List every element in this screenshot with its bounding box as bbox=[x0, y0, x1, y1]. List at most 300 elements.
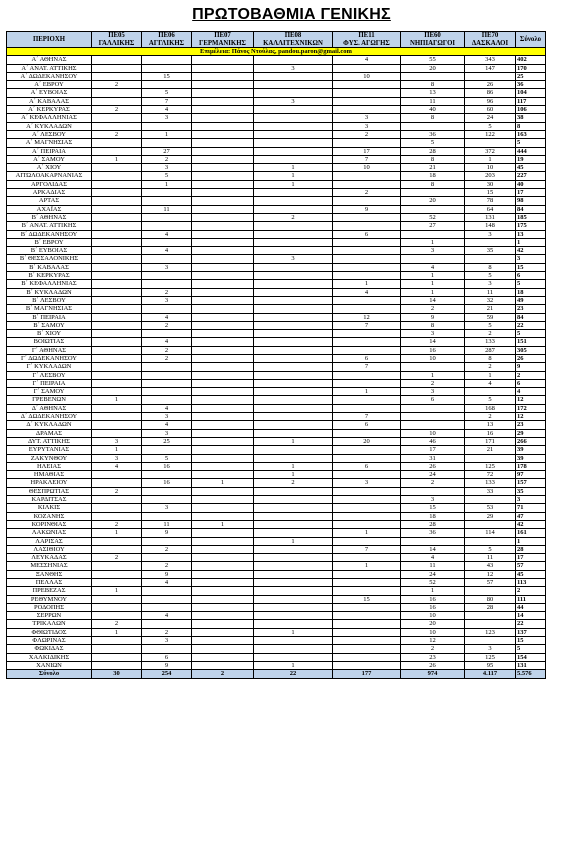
area-name-cell: ΔΡΑΜΑΣ bbox=[7, 429, 92, 437]
value-cell: 2 bbox=[142, 628, 192, 636]
value-cell: 3 bbox=[142, 296, 192, 304]
row-total-cell: 98 bbox=[516, 197, 546, 205]
value-cell bbox=[333, 520, 401, 528]
value-cell bbox=[254, 371, 333, 379]
row-total-cell: 175 bbox=[516, 222, 546, 230]
value-cell bbox=[254, 446, 333, 454]
value-cell bbox=[333, 263, 401, 271]
table-row bbox=[7, 628, 546, 636]
row-total-cell: 131 bbox=[516, 661, 546, 669]
area-name-cell: ΑΙΤΩΛΟΑΚΑΡΝΑΝΙΑΣ bbox=[7, 172, 92, 180]
value-cell bbox=[142, 379, 192, 387]
value-cell: 14 bbox=[401, 338, 465, 346]
value-cell: 4 bbox=[142, 247, 192, 255]
value-cell bbox=[192, 263, 254, 271]
value-cell bbox=[333, 255, 401, 263]
table-row bbox=[7, 487, 546, 495]
value-cell bbox=[192, 579, 254, 587]
value-cell: 17 bbox=[333, 147, 401, 155]
value-cell: 4 bbox=[142, 404, 192, 412]
totals-label: Σύνολο bbox=[7, 670, 92, 678]
table-row bbox=[7, 421, 546, 429]
area-name-cell: Α΄ ΚΥΚΛΑΔΩΝ bbox=[7, 122, 92, 130]
value-cell: 28 bbox=[401, 520, 465, 528]
row-total-cell: 25 bbox=[516, 72, 546, 80]
table-row bbox=[7, 164, 546, 172]
value-cell: 1 bbox=[192, 520, 254, 528]
value-cell: 2 bbox=[92, 520, 142, 528]
row-total-cell: 42 bbox=[516, 247, 546, 255]
value-cell bbox=[192, 272, 254, 280]
value-cell bbox=[254, 346, 333, 354]
value-cell: 9 bbox=[142, 570, 192, 578]
value-cell: 3 bbox=[92, 437, 142, 445]
value-cell: 20 bbox=[333, 437, 401, 445]
value-cell bbox=[192, 612, 254, 620]
table-row bbox=[7, 603, 546, 611]
row-total-cell: 26 bbox=[516, 354, 546, 362]
value-cell bbox=[192, 247, 254, 255]
value-cell: 2 bbox=[465, 363, 516, 371]
value-cell: 9 bbox=[333, 205, 401, 213]
value-cell: 2 bbox=[92, 130, 142, 138]
column-header-pe05: ΠΕ05 ΓΑΛΛΙΚΗΣ bbox=[92, 32, 142, 48]
value-cell bbox=[142, 197, 192, 205]
value-cell bbox=[192, 164, 254, 172]
value-cell: 1 bbox=[92, 529, 142, 537]
row-total-cell: 22 bbox=[516, 321, 546, 329]
value-cell: 133 bbox=[465, 338, 516, 346]
value-cell: 1 bbox=[254, 471, 333, 479]
value-cell bbox=[192, 97, 254, 105]
value-cell: 3 bbox=[333, 122, 401, 130]
value-cell bbox=[192, 213, 254, 221]
value-cell bbox=[254, 205, 333, 213]
value-cell: 16 bbox=[142, 479, 192, 487]
table-row bbox=[7, 570, 546, 578]
value-cell: 7 bbox=[142, 97, 192, 105]
value-cell bbox=[92, 354, 142, 362]
value-cell: 21 bbox=[465, 305, 516, 313]
value-cell: 4 bbox=[142, 338, 192, 346]
area-name-cell: ΛΕΥΚΑΔΑΣ bbox=[7, 554, 92, 562]
value-cell: 6 bbox=[401, 396, 465, 404]
value-cell bbox=[192, 64, 254, 72]
value-cell bbox=[192, 72, 254, 80]
row-total-cell: 157 bbox=[516, 479, 546, 487]
value-cell: 1 bbox=[333, 280, 401, 288]
value-cell: 23 bbox=[401, 653, 465, 661]
value-cell bbox=[92, 213, 142, 221]
value-cell bbox=[254, 338, 333, 346]
value-cell: 1 bbox=[401, 272, 465, 280]
value-cell bbox=[333, 512, 401, 520]
row-total-cell: 3 bbox=[516, 255, 546, 263]
table-row bbox=[7, 197, 546, 205]
value-cell: 9 bbox=[142, 661, 192, 669]
value-cell: 8 bbox=[401, 321, 465, 329]
value-cell: 4 bbox=[333, 56, 401, 64]
value-cell bbox=[254, 139, 333, 147]
value-cell: 343 bbox=[465, 56, 516, 64]
value-cell bbox=[142, 487, 192, 495]
table-row bbox=[7, 89, 546, 97]
value-cell: 372 bbox=[465, 147, 516, 155]
table-row bbox=[7, 404, 546, 412]
value-cell: 148 bbox=[465, 222, 516, 230]
value-cell bbox=[92, 612, 142, 620]
value-cell: 10 bbox=[401, 628, 465, 636]
value-cell: 16 bbox=[401, 603, 465, 611]
area-name-cell: ΑΧΑΪΑΣ bbox=[7, 205, 92, 213]
row-total-cell: 28 bbox=[516, 545, 546, 553]
value-cell: 95 bbox=[465, 661, 516, 669]
value-cell bbox=[465, 520, 516, 528]
value-cell bbox=[92, 222, 142, 230]
column-header-area: ΠΕΡΙΟΧΗ bbox=[7, 32, 92, 48]
table-row bbox=[7, 230, 546, 238]
table-row bbox=[7, 653, 546, 661]
area-name-cell: ΦΛΩΡΙΝΑΣ bbox=[7, 637, 92, 645]
value-cell bbox=[465, 238, 516, 246]
value-cell bbox=[142, 496, 192, 504]
value-cell bbox=[254, 595, 333, 603]
value-cell bbox=[92, 429, 142, 437]
row-total-cell: 12 bbox=[516, 396, 546, 404]
value-cell bbox=[192, 587, 254, 595]
value-cell bbox=[92, 338, 142, 346]
value-cell: 147 bbox=[465, 64, 516, 72]
value-cell bbox=[254, 529, 333, 537]
totals-cell: 5.576 bbox=[516, 670, 546, 678]
value-cell bbox=[192, 363, 254, 371]
value-cell bbox=[92, 180, 142, 188]
area-name-cell: Α΄ ΣΑΜΟΥ bbox=[7, 155, 92, 163]
area-name-cell: Β΄ ΘΕΣΣΑΛΟΝΙΚΗΣ bbox=[7, 255, 92, 263]
value-cell bbox=[254, 413, 333, 421]
value-cell: 2 bbox=[142, 346, 192, 354]
table-row bbox=[7, 247, 546, 255]
value-cell bbox=[92, 388, 142, 396]
value-cell bbox=[333, 330, 401, 338]
value-cell bbox=[92, 645, 142, 653]
value-cell bbox=[142, 537, 192, 545]
value-cell bbox=[92, 330, 142, 338]
value-cell: 6 bbox=[142, 653, 192, 661]
table-body bbox=[7, 48, 546, 679]
value-cell bbox=[465, 139, 516, 147]
table-row bbox=[7, 520, 546, 528]
value-cell: 4 bbox=[142, 313, 192, 321]
value-cell bbox=[333, 612, 401, 620]
area-name-cell: ΚΑΡΔΙΤΣΑΣ bbox=[7, 496, 92, 504]
row-total-cell: 137 bbox=[516, 628, 546, 636]
table-row bbox=[7, 620, 546, 628]
value-cell: 2 bbox=[142, 321, 192, 329]
value-cell bbox=[192, 446, 254, 454]
row-total-cell: 23 bbox=[516, 421, 546, 429]
value-cell bbox=[254, 396, 333, 404]
value-cell: 1 bbox=[401, 238, 465, 246]
area-name-cell: ΛΑΡΙΣΑΣ bbox=[7, 537, 92, 545]
value-cell bbox=[333, 139, 401, 147]
table-row bbox=[7, 388, 546, 396]
value-cell: 2 bbox=[401, 645, 465, 653]
value-cell bbox=[92, 661, 142, 669]
value-cell bbox=[192, 56, 254, 64]
area-name-cell: ΓΡΕΒΕΝΩΝ bbox=[7, 396, 92, 404]
value-cell: 2 bbox=[333, 130, 401, 138]
value-cell bbox=[401, 255, 465, 263]
area-name-cell: Α΄ ΚΑΒΑΛΑΣ bbox=[7, 97, 92, 105]
area-name-cell: Γ΄ ΔΩΔΕΚΑΝΗΣΟΥ bbox=[7, 354, 92, 362]
value-cell bbox=[142, 512, 192, 520]
area-name-cell: Β΄ ΧΙΟΥ bbox=[7, 330, 92, 338]
value-cell bbox=[142, 56, 192, 64]
value-cell: 3 bbox=[401, 247, 465, 255]
value-cell: 6 bbox=[333, 354, 401, 362]
page-title: ΠΡΩΤΟΒΑΘΜΙΑ ΓΕΝΙΚΗΣ bbox=[192, 6, 391, 23]
value-cell bbox=[92, 413, 142, 421]
value-cell bbox=[92, 346, 142, 354]
value-cell bbox=[92, 603, 142, 611]
value-cell: 10 bbox=[465, 164, 516, 172]
value-cell bbox=[254, 512, 333, 520]
value-cell: 9 bbox=[142, 529, 192, 537]
table-row bbox=[7, 106, 546, 114]
value-cell bbox=[254, 230, 333, 238]
value-cell: 4 bbox=[142, 230, 192, 238]
value-cell bbox=[192, 205, 254, 213]
table-row bbox=[7, 504, 546, 512]
value-cell bbox=[192, 321, 254, 329]
table-row bbox=[7, 114, 546, 122]
row-total-cell: 12 bbox=[516, 413, 546, 421]
value-cell: 131 bbox=[465, 213, 516, 221]
value-cell bbox=[142, 603, 192, 611]
area-name-cell: Β΄ ΑΘΗΝΑΣ bbox=[7, 213, 92, 221]
value-cell bbox=[254, 330, 333, 338]
value-cell: 7 bbox=[333, 363, 401, 371]
value-cell bbox=[333, 238, 401, 246]
value-cell bbox=[254, 313, 333, 321]
value-cell: 125 bbox=[465, 653, 516, 661]
value-cell bbox=[192, 155, 254, 163]
value-cell bbox=[401, 363, 465, 371]
value-cell bbox=[465, 496, 516, 504]
value-cell: 133 bbox=[465, 479, 516, 487]
value-cell: 5 bbox=[465, 122, 516, 130]
value-cell bbox=[333, 628, 401, 636]
value-cell bbox=[333, 645, 401, 653]
value-cell bbox=[254, 620, 333, 628]
value-cell: 6 bbox=[333, 462, 401, 470]
value-cell: 64 bbox=[465, 205, 516, 213]
row-total-cell: 45 bbox=[516, 570, 546, 578]
value-cell: 4 bbox=[465, 379, 516, 387]
value-cell: 3 bbox=[142, 263, 192, 271]
table-row bbox=[7, 612, 546, 620]
value-cell: 10 bbox=[401, 354, 465, 362]
value-cell: 2 bbox=[142, 354, 192, 362]
value-cell bbox=[254, 587, 333, 595]
area-name-cell: Α΄ ΚΕΦΑΛΛΗΝΙΑΣ bbox=[7, 114, 92, 122]
value-cell: 31 bbox=[401, 454, 465, 462]
area-name-cell: Β΄ ΛΕΣΒΟΥ bbox=[7, 296, 92, 304]
value-cell bbox=[333, 305, 401, 313]
totals-cell: 30 bbox=[92, 670, 142, 678]
table-row bbox=[7, 180, 546, 188]
area-name-cell: Δ΄ ΔΩΔΕΚΑΝΗΣΟΥ bbox=[7, 413, 92, 421]
value-cell: 7 bbox=[333, 545, 401, 553]
value-cell: 11 bbox=[142, 205, 192, 213]
row-total-cell: 17 bbox=[516, 189, 546, 197]
value-cell bbox=[92, 164, 142, 172]
value-cell bbox=[333, 338, 401, 346]
value-cell bbox=[92, 496, 142, 504]
value-cell bbox=[254, 130, 333, 138]
row-total-cell: 111 bbox=[516, 595, 546, 603]
value-cell: 15 bbox=[465, 189, 516, 197]
value-cell bbox=[333, 180, 401, 188]
value-cell bbox=[192, 413, 254, 421]
value-cell: 30 bbox=[465, 180, 516, 188]
value-cell bbox=[92, 139, 142, 147]
area-name-cell: ΡΟΔΟΠΗΣ bbox=[7, 603, 92, 611]
value-cell: 2 bbox=[142, 155, 192, 163]
value-cell bbox=[192, 462, 254, 470]
value-cell: 11 bbox=[401, 97, 465, 105]
value-cell bbox=[254, 89, 333, 97]
value-cell bbox=[254, 222, 333, 230]
table-row bbox=[7, 189, 546, 197]
value-cell bbox=[333, 554, 401, 562]
value-cell bbox=[192, 421, 254, 429]
area-name-cell: Α΄ ΛΕΣΒΟΥ bbox=[7, 130, 92, 138]
value-cell bbox=[142, 213, 192, 221]
value-cell: 8 bbox=[401, 155, 465, 163]
value-cell: 20 bbox=[401, 64, 465, 72]
value-cell bbox=[92, 64, 142, 72]
table-row bbox=[7, 155, 546, 163]
value-cell: 2 bbox=[333, 189, 401, 197]
value-cell bbox=[192, 545, 254, 553]
value-cell: 3 bbox=[333, 114, 401, 122]
value-cell: 24 bbox=[465, 114, 516, 122]
area-name-cell: ΒΟΙΩΤΙΑΣ bbox=[7, 338, 92, 346]
value-cell bbox=[254, 72, 333, 80]
area-name-cell: Β΄ ΔΩΔΕΚΑΝΗΣΟΥ bbox=[7, 230, 92, 238]
value-cell: 16 bbox=[401, 595, 465, 603]
value-cell: 5 bbox=[465, 545, 516, 553]
value-cell bbox=[192, 471, 254, 479]
value-cell: 53 bbox=[465, 504, 516, 512]
value-cell: 5 bbox=[142, 89, 192, 97]
value-cell: 11 bbox=[465, 554, 516, 562]
value-cell bbox=[92, 545, 142, 553]
value-cell bbox=[92, 305, 142, 313]
value-cell: 5 bbox=[401, 139, 465, 147]
value-cell bbox=[192, 504, 254, 512]
area-name-cell: ΣΕΡΡΩΝ bbox=[7, 612, 92, 620]
value-cell bbox=[92, 72, 142, 80]
value-cell bbox=[92, 421, 142, 429]
value-cell: 168 bbox=[465, 404, 516, 412]
value-cell bbox=[192, 437, 254, 445]
area-name-cell: Γ΄ ΑΘΗΝΑΣ bbox=[7, 346, 92, 354]
value-cell bbox=[142, 371, 192, 379]
value-cell: 3 bbox=[401, 496, 465, 504]
value-cell bbox=[254, 454, 333, 462]
value-cell: 122 bbox=[465, 130, 516, 138]
value-cell: 3 bbox=[142, 164, 192, 172]
value-cell bbox=[192, 122, 254, 130]
value-cell bbox=[333, 379, 401, 387]
value-cell: 1 bbox=[254, 462, 333, 470]
column-header-total: Σύνολο bbox=[516, 32, 546, 48]
value-cell: 59 bbox=[465, 313, 516, 321]
value-cell: 1 bbox=[254, 164, 333, 172]
value-cell bbox=[465, 454, 516, 462]
value-cell bbox=[465, 637, 516, 645]
value-cell bbox=[192, 512, 254, 520]
value-cell: 125 bbox=[465, 462, 516, 470]
area-name-cell: Β΄ ΕΒΡΟΥ bbox=[7, 238, 92, 246]
value-cell bbox=[192, 296, 254, 304]
value-cell: 3 bbox=[142, 114, 192, 122]
value-cell bbox=[254, 238, 333, 246]
value-cell bbox=[333, 213, 401, 221]
value-cell: 4 bbox=[92, 462, 142, 470]
value-cell bbox=[254, 272, 333, 280]
table-row bbox=[7, 479, 546, 487]
value-cell bbox=[142, 388, 192, 396]
value-cell: 2 bbox=[465, 330, 516, 338]
value-cell bbox=[254, 106, 333, 114]
value-cell: 5 bbox=[142, 454, 192, 462]
row-total-cell: 71 bbox=[516, 504, 546, 512]
value-cell bbox=[254, 147, 333, 155]
value-cell bbox=[401, 537, 465, 545]
value-cell: 27 bbox=[142, 147, 192, 155]
value-cell bbox=[333, 429, 401, 437]
row-total-cell: 44 bbox=[516, 603, 546, 611]
row-total-cell: 1 bbox=[516, 537, 546, 545]
value-cell bbox=[192, 396, 254, 404]
value-cell bbox=[92, 479, 142, 487]
value-cell bbox=[401, 421, 465, 429]
value-cell bbox=[192, 81, 254, 89]
value-cell bbox=[142, 238, 192, 246]
value-cell: 29 bbox=[465, 512, 516, 520]
value-cell bbox=[465, 537, 516, 545]
value-cell bbox=[92, 147, 142, 155]
row-total-cell: 6 bbox=[516, 272, 546, 280]
value-cell: 86 bbox=[465, 89, 516, 97]
value-cell: 3 bbox=[142, 637, 192, 645]
value-cell: 5 bbox=[142, 172, 192, 180]
value-cell bbox=[192, 255, 254, 263]
value-cell bbox=[192, 371, 254, 379]
value-cell bbox=[254, 81, 333, 89]
value-cell bbox=[254, 288, 333, 296]
value-cell: 26 bbox=[401, 462, 465, 470]
value-cell bbox=[254, 579, 333, 587]
row-total-cell: 22 bbox=[516, 620, 546, 628]
area-name-cell: Α΄ ΕΒΡΟΥ bbox=[7, 81, 92, 89]
value-cell bbox=[401, 487, 465, 495]
column-header-pe06: ΠΕ06 ΑΓΓΛΙΚΗΣ bbox=[142, 32, 192, 48]
